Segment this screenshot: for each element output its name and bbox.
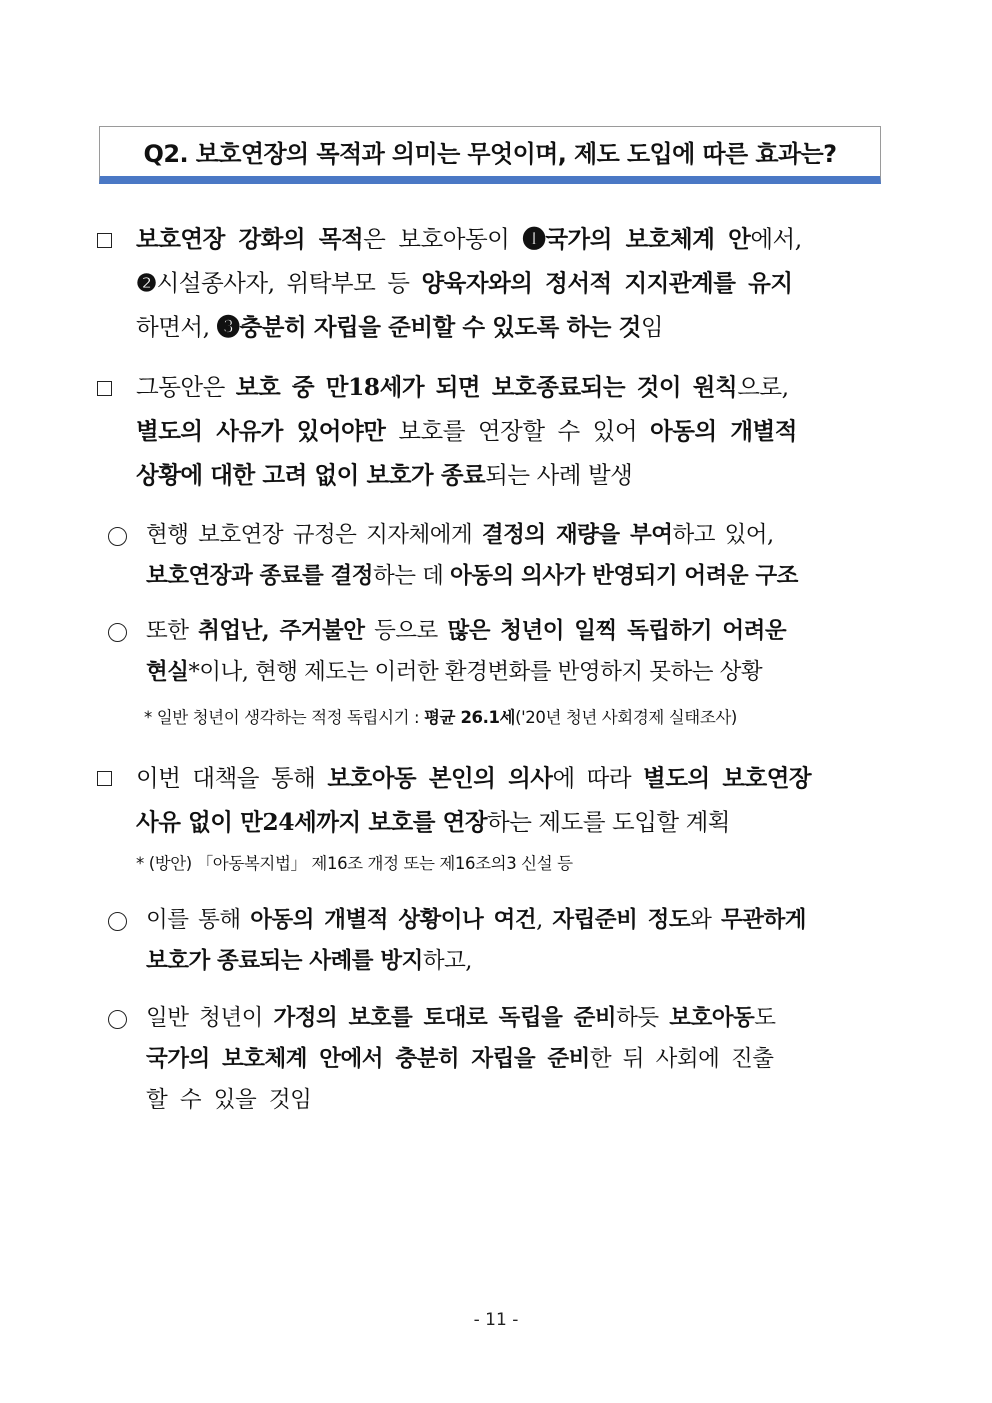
section-1-line-3: 하면서, ❸충분히 자립을 준비할 수 있도록 하는 것임	[136, 313, 664, 341]
circle-bullet-icon	[108, 912, 127, 931]
circle-4-paragraph	[146, 998, 775, 1121]
circle-1-paragraph	[146, 515, 798, 597]
section-2-line-1: 그동안은 보호 중 만18세가 되면 보호종료되는 것이 원칙으로,	[136, 373, 789, 401]
circle-bullet-icon	[108, 527, 127, 546]
square-bullet-icon	[97, 381, 112, 396]
circle-1-line-1: 현행 보호연장 규정은 지자체에게 결정의 재량을 부여하고 있어,	[146, 522, 774, 548]
section-2-paragraph	[136, 365, 797, 497]
circle-3-line-2: 보호가 종료되는 사례를 방지하고,	[146, 948, 472, 974]
circle-bullet-icon	[108, 623, 127, 642]
section-3-footnote: * (방안) 「아동복지법」 제16조 개정 또는 제16조의3 신설 등	[136, 854, 573, 873]
circle-2-line-2: 현실*이나, 현행 제도는 이러한 환경변화를 반영하지 못하는 상황	[146, 659, 763, 685]
circle-4-line-1: 일반 청년이 가정의 보호를 토대로 독립을 준비하듯 보호아동도	[146, 1005, 776, 1031]
circle-2-footnote: * 일반 청년이 생각하는 적정 독립시기 : 평균 26.1세('20년 청년 사회경제 실태조사)	[144, 708, 737, 727]
section-1-paragraph	[136, 217, 802, 349]
section-3-line-2: 사유 없이 만24세까지 보호를 연장하는 제도를 도입할 계획	[136, 808, 730, 836]
square-bullet-icon	[97, 771, 112, 786]
circle-4-line-2: 국가의 보호체계 안에서 충분히 자립을 준비한 뒤 사회에 진출	[146, 1046, 774, 1072]
question-title-box	[99, 126, 881, 184]
section-2-line-2: 별도의 사유가 있어야만 보호를 연장할 수 있어 아동의 개별적	[136, 417, 797, 445]
section-2-line-3: 상황에 대한 고려 없이 보호가 종료되는 사례 발생	[136, 461, 633, 489]
section-3-line-1: 이번 대책을 통해 보호아동 본인의 의사에 따라 별도의 보호연장	[136, 764, 812, 792]
circle-4-line-3: 할 수 있을 것임	[146, 1087, 312, 1113]
question-title: Q2. 보호연장의 목적과 의미는 무엇이며, 제도 도입에 따른 효과는?	[143, 140, 837, 168]
circle-bullet-icon	[108, 1010, 127, 1029]
section-3-paragraph	[136, 756, 811, 844]
circle-1-line-2: 보호연장과 종료를 결정하는 데 아동의 의사가 반영되기 어려운 구조	[146, 563, 798, 589]
section-1-line-2: ❷시설종사자, 위탁부모 등 양육자와의 정서적 지지관계를 유지	[136, 269, 793, 297]
circle-3-line-1: 이를 통해 아동의 개별적 상황이나 여건, 자립준비 정도와 무관하게	[146, 907, 806, 933]
circle-2-line-1: 또한 취업난, 주거불안 등으로 많은 청년이 일찍 독립하기 어려운	[146, 618, 787, 644]
square-bullet-icon	[97, 233, 112, 248]
section-1-line-1: 보호연장 강화의 목적은 보호아동이 ❶국가의 보호체계 안에서,	[136, 225, 802, 253]
page-number: - 11 -	[473, 1310, 519, 1330]
circle-3-paragraph	[146, 900, 806, 982]
circle-2-paragraph	[146, 611, 786, 693]
